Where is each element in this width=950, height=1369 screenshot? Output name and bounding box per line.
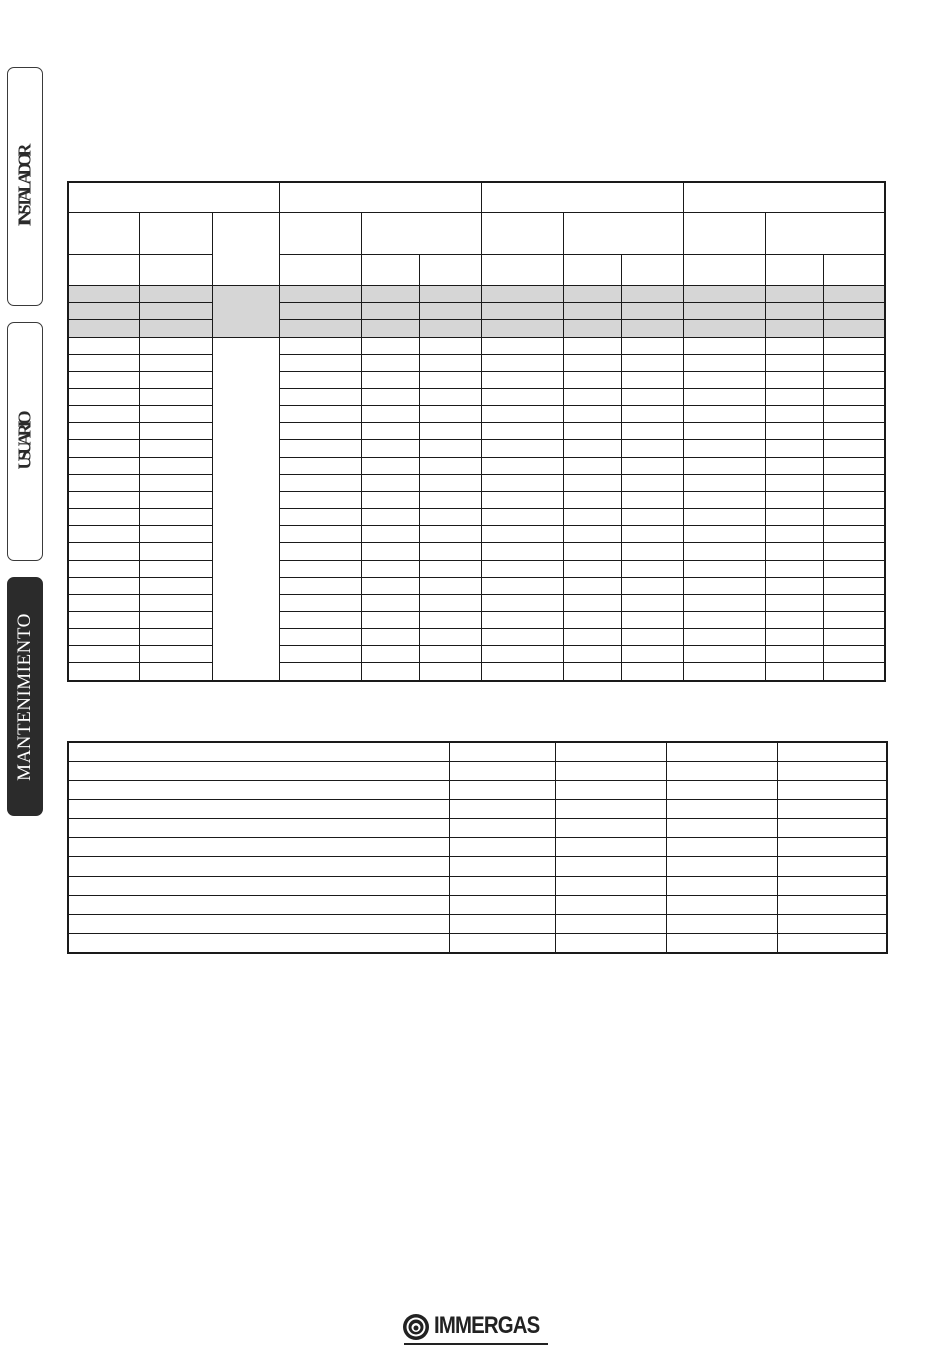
table-row <box>68 819 887 838</box>
table-row <box>68 474 885 491</box>
table-row <box>68 354 885 371</box>
tab-mantenimiento[interactable] <box>7 577 43 816</box>
table-row <box>68 594 885 611</box>
table-row <box>68 612 885 629</box>
logo-wordmark: IMMERGAS <box>434 1312 540 1339</box>
table-row <box>68 371 885 388</box>
table-row <box>68 876 887 895</box>
table-row <box>68 857 887 876</box>
secondary-data-table <box>67 741 888 954</box>
table-row <box>68 629 885 646</box>
table-row <box>68 838 887 857</box>
table-row <box>68 742 887 762</box>
table-row <box>68 509 885 526</box>
table-row <box>68 577 885 594</box>
table-row <box>68 286 885 303</box>
table-row <box>68 914 887 933</box>
table-row <box>68 491 885 508</box>
table-row <box>68 526 885 543</box>
table-row <box>68 933 887 953</box>
table-row <box>68 543 885 560</box>
immergas-logo <box>402 1310 550 1346</box>
header-row-2 <box>68 213 885 255</box>
header-row-1 <box>68 182 885 213</box>
table-row <box>68 663 885 681</box>
table-row <box>68 762 887 781</box>
tab-usuario-label: USUARIO <box>14 413 35 470</box>
tab-mantenimiento-label: MANTENIMIENTO <box>14 612 35 781</box>
logo-underline <box>404 1343 548 1345</box>
table-row <box>68 303 885 320</box>
table-row <box>68 646 885 663</box>
table-row <box>68 781 887 800</box>
table-row <box>68 423 885 440</box>
table-row <box>68 440 885 457</box>
tab-usuario[interactable] <box>7 322 43 561</box>
main-data-table <box>67 181 886 682</box>
table-row <box>68 388 885 405</box>
table-row <box>68 457 885 474</box>
table-row <box>68 560 885 577</box>
table-row <box>68 800 887 819</box>
table-row <box>68 320 885 337</box>
tab-instalador[interactable] <box>7 67 43 306</box>
table-row <box>68 895 887 914</box>
logo-flame-icon <box>402 1313 430 1341</box>
header-row-3 <box>68 254 885 285</box>
table-row <box>68 406 885 423</box>
tab-instalador-label: INSTALADOR <box>14 147 35 226</box>
table-row <box>68 337 885 354</box>
